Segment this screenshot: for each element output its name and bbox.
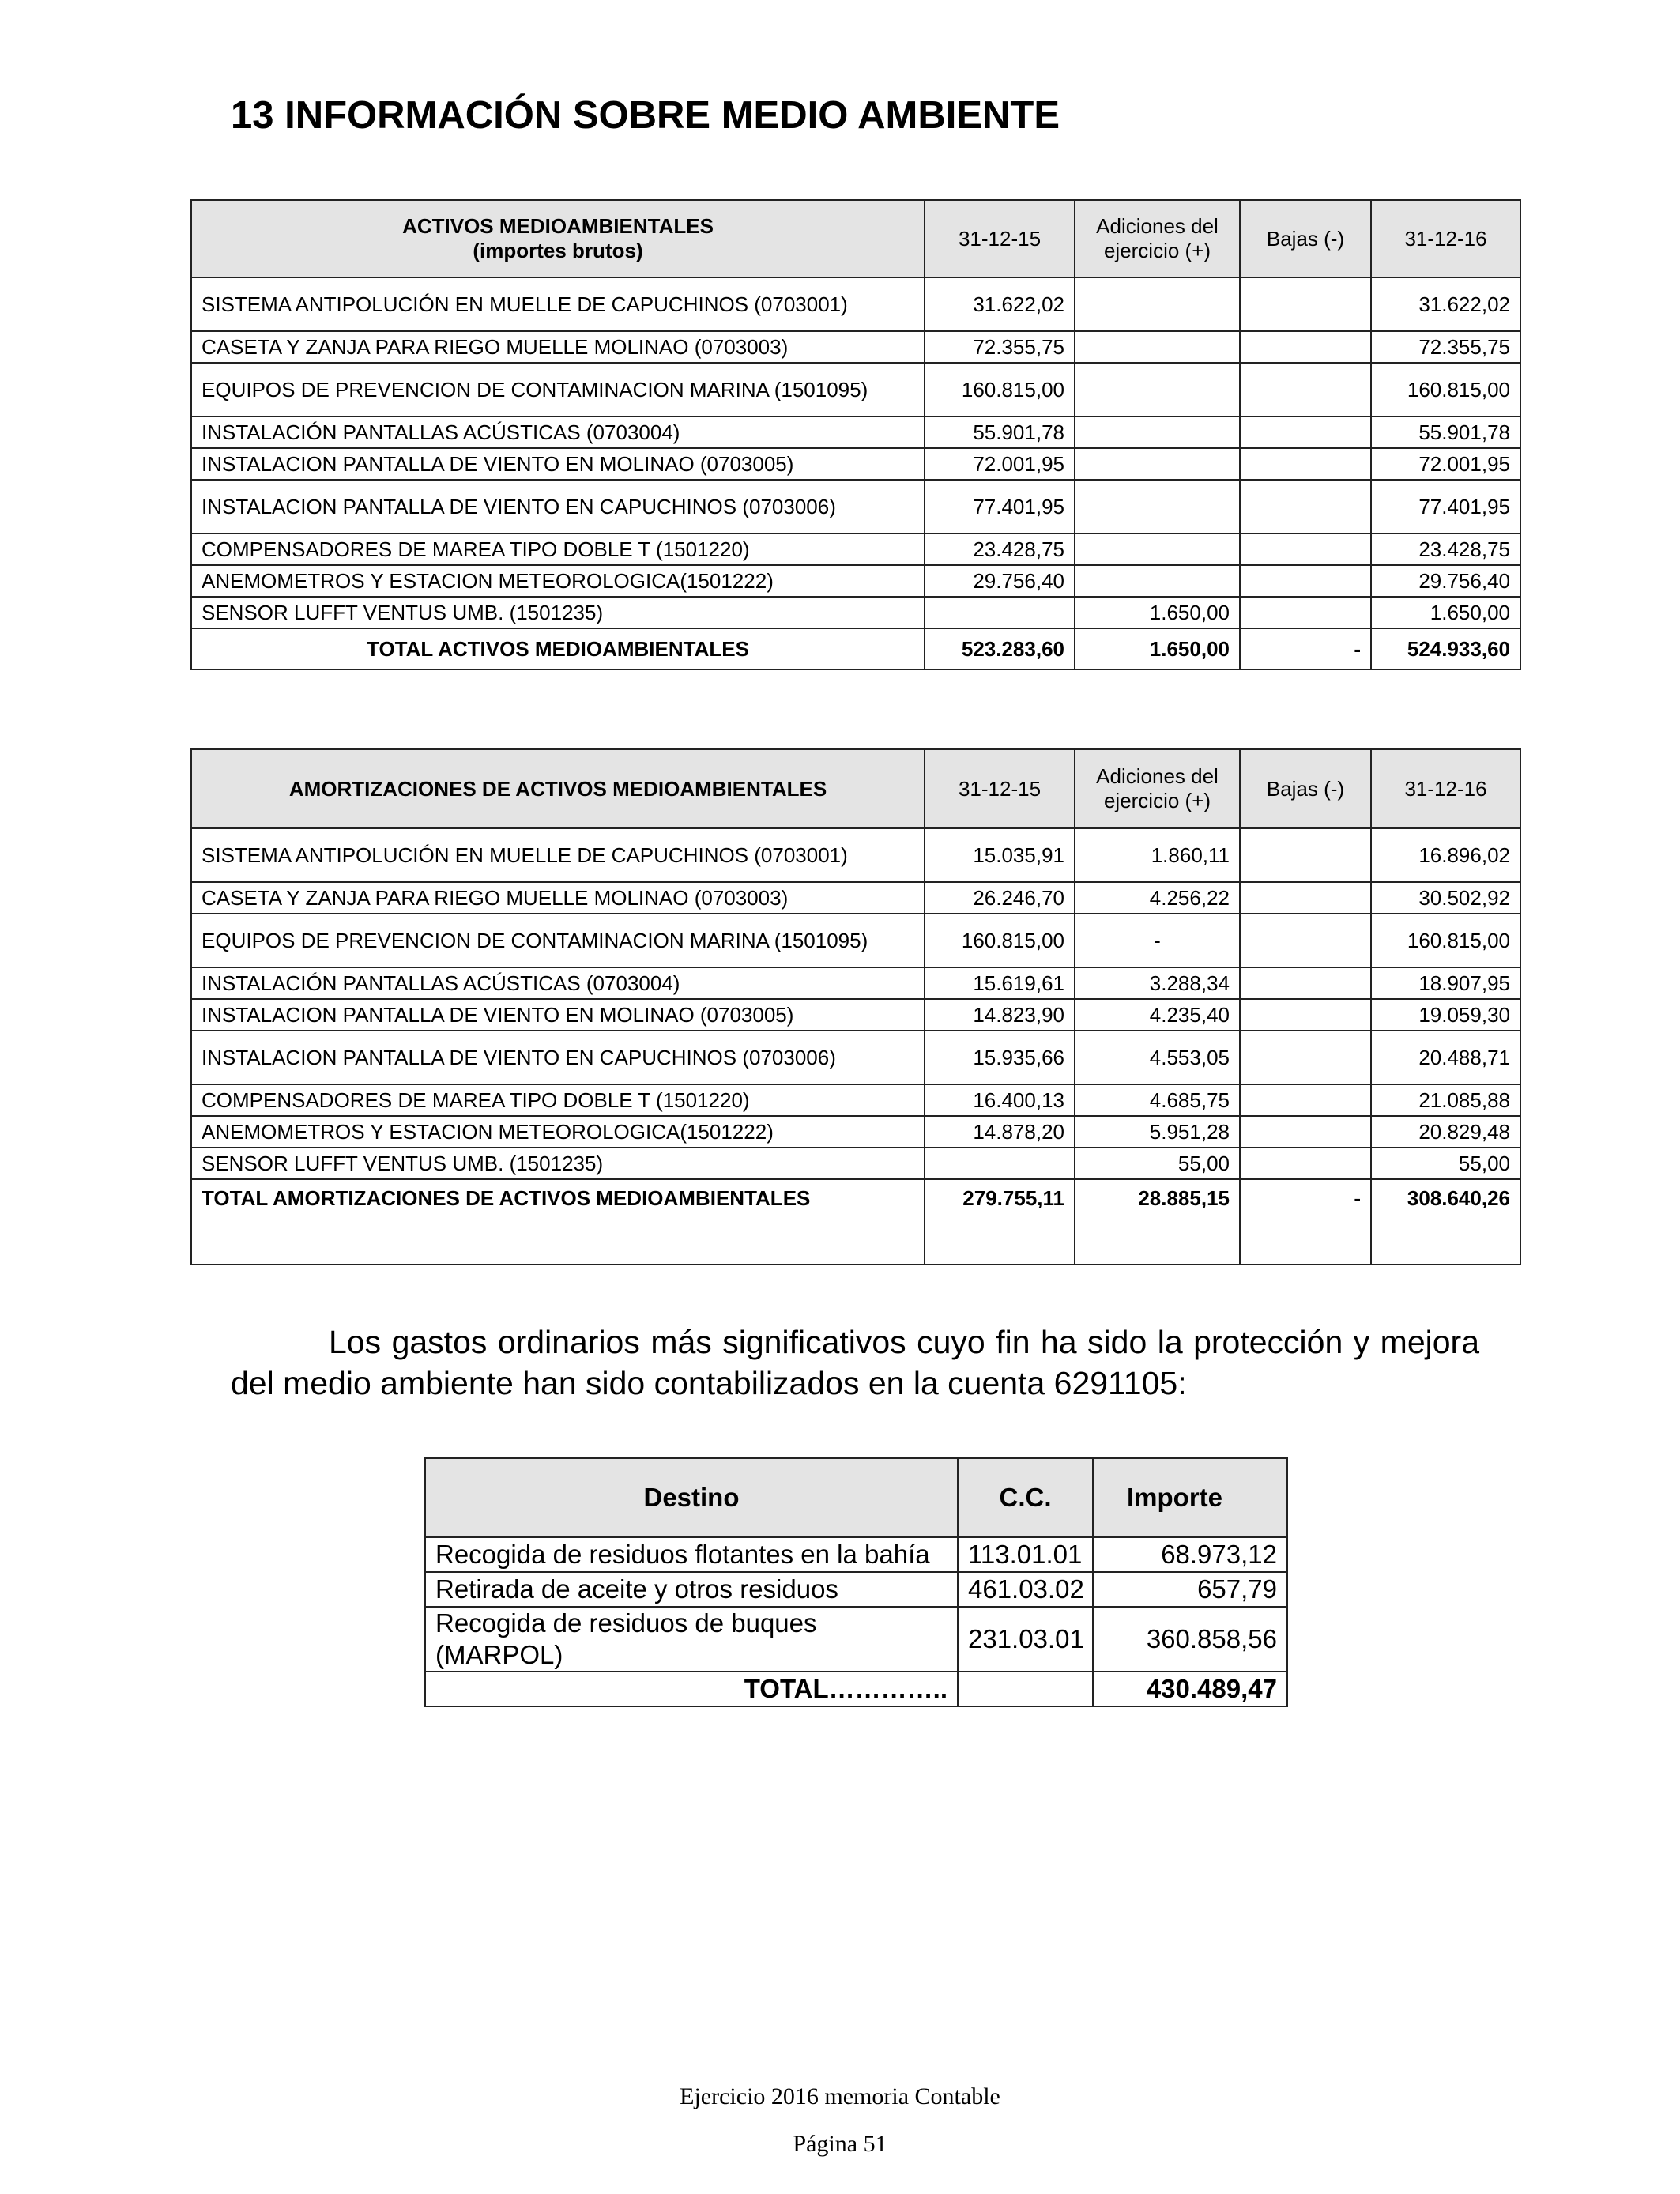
expenses-total-cc (958, 1672, 1093, 1706)
total-bajas: - (1240, 628, 1371, 669)
expense-destino: Recogida de residuos flotantes en la bahía (425, 1537, 958, 1572)
row-value-2016: 55.901,78 (1371, 417, 1520, 448)
row-value-2016: 30.502,92 (1371, 882, 1520, 914)
row-value-2016: 21.085,88 (1371, 1084, 1520, 1116)
row-description: COMPENSADORES DE MAREA TIPO DOBLE T (1501220) (191, 533, 925, 565)
row-value-2015: 72.355,75 (925, 331, 1075, 363)
assets-header-row (191, 200, 1520, 277)
row-value-2015: 14.823,90 (925, 999, 1075, 1031)
row-bajas (1240, 597, 1371, 628)
row-description: EQUIPOS DE PREVENCION DE CONTAMINACION MARINA (1501095) (191, 363, 925, 417)
table-row (191, 999, 1520, 1031)
row-additions: 55,00 (1075, 1148, 1240, 1179)
assets-header-label: ACTIVOS MEDIOAMBIENTALES (importes brutos) (191, 200, 925, 277)
row-description: SISTEMA ANTIPOLUCIÓN EN MUELLE DE CAPUCHINOS (0703001) (191, 828, 925, 882)
total-bajas: - (1240, 1179, 1371, 1265)
row-value-2015: 23.428,75 (925, 533, 1075, 565)
total-label: TOTAL AMORTIZACIONES DE ACTIVOS MEDIOAMBIENTALES (191, 1179, 925, 1265)
expenses-header-importe: Importe (1093, 1458, 1287, 1537)
amort-header-2015: 31-12-15 (925, 749, 1075, 828)
expense-cc: 461.03.02 (958, 1572, 1093, 1607)
row-description: INSTALACIÓN PANTALLAS ACÚSTICAS (0703004) (191, 417, 925, 448)
row-description: INSTALACION PANTALLA DE VIENTO EN CAPUCHINOS (0703006) (191, 1031, 925, 1084)
row-value-2016: 23.428,75 (1371, 533, 1520, 565)
total-additions: 1.650,00 (1075, 628, 1240, 669)
row-additions (1075, 277, 1240, 331)
table-row (191, 480, 1520, 533)
total-2015: 279.755,11 (925, 1179, 1075, 1265)
total-2016: 524.933,60 (1371, 628, 1520, 669)
expenses-paragraph: Los gastos ordinarios más significativos cuyo fin ha sido la protección y mejora del medio ambiente han sido contabilizados en la cuenta 6291105: (231, 1324, 1479, 1401)
table-row (191, 417, 1520, 448)
row-description: COMPENSADORES DE MAREA TIPO DOBLE T (1501220) (191, 1084, 925, 1116)
row-value-2016: 77.401,95 (1371, 480, 1520, 533)
row-value-2015: 15.619,61 (925, 967, 1075, 999)
row-additions: 1.860,11 (1075, 828, 1240, 882)
row-description: EQUIPOS DE PREVENCION DE CONTAMINACION MARINA (1501095) (191, 914, 925, 967)
row-value-2015: 55.901,78 (925, 417, 1075, 448)
expense-importe: 360.858,56 (1093, 1607, 1287, 1672)
expense-importe: 657,79 (1093, 1572, 1287, 1607)
row-description: INSTALACION PANTALLA DE VIENTO EN CAPUCHINOS (0703006) (191, 480, 925, 533)
row-bajas (1240, 999, 1371, 1031)
table-row (191, 1031, 1520, 1084)
row-value-2015: 72.001,95 (925, 448, 1075, 480)
row-bajas (1240, 1148, 1371, 1179)
row-additions: 4.553,05 (1075, 1031, 1240, 1084)
row-value-2016: 160.815,00 (1371, 363, 1520, 417)
table-row (191, 1116, 1520, 1148)
row-description: ANEMOMETROS Y ESTACION METEOROLOGICA(1501222) (191, 565, 925, 597)
row-additions (1075, 533, 1240, 565)
row-value-2016: 55,00 (1371, 1148, 1520, 1179)
table-row (191, 533, 1520, 565)
row-value-2016: 20.829,48 (1371, 1116, 1520, 1148)
row-additions (1075, 480, 1240, 533)
amort-header-label: AMORTIZACIONES DE ACTIVOS MEDIOAMBIENTALES (191, 749, 925, 828)
row-bajas (1240, 565, 1371, 597)
row-bajas (1240, 828, 1371, 882)
row-additions: 3.288,34 (1075, 967, 1240, 999)
row-additions: - (1075, 914, 1240, 967)
row-additions: 5.951,28 (1075, 1116, 1240, 1148)
amortization-table (190, 748, 1521, 1265)
row-additions (1075, 448, 1240, 480)
row-value-2016: 160.815,00 (1371, 914, 1520, 967)
expense-cc: 113.01.01 (958, 1537, 1093, 1572)
table-row (425, 1572, 1287, 1607)
table-row (191, 1084, 1520, 1116)
expenses-header-row (425, 1458, 1287, 1537)
row-description: SENSOR LUFFT VENTUS UMB. (1501235) (191, 597, 925, 628)
amort-header-row (191, 749, 1520, 828)
row-value-2015 (925, 597, 1075, 628)
row-value-2016: 31.622,02 (1371, 277, 1520, 331)
table-row (191, 597, 1520, 628)
row-value-2015: 77.401,95 (925, 480, 1075, 533)
table-row (191, 331, 1520, 363)
row-value-2016: 20.488,71 (1371, 1031, 1520, 1084)
row-bajas (1240, 914, 1371, 967)
row-bajas (1240, 1031, 1371, 1084)
expense-destino: Recogida de residuos de buques (MARPOL) (425, 1607, 958, 1672)
expense-destino: Retirada de aceite y otros residuos (425, 1572, 958, 1607)
row-bajas (1240, 1116, 1371, 1148)
amort-header-2016: 31-12-16 (1371, 749, 1520, 828)
row-additions: 4.256,22 (1075, 882, 1240, 914)
table-row (191, 363, 1520, 417)
row-description: INSTALACION PANTALLA DE VIENTO EN MOLINAO (0703005) (191, 999, 925, 1031)
assets-header-2016: 31-12-16 (1371, 200, 1520, 277)
row-additions: 4.235,40 (1075, 999, 1240, 1031)
table-row (191, 914, 1520, 967)
expenses-header-cc: C.C. (958, 1458, 1093, 1537)
row-value-2015: 15.035,91 (925, 828, 1075, 882)
row-value-2015: 31.622,02 (925, 277, 1075, 331)
page-title: 13 INFORMACIÓN SOBRE MEDIO AMBIENTE (231, 94, 1060, 137)
row-value-2016: 29.756,40 (1371, 565, 1520, 597)
table-row (191, 448, 1520, 480)
row-additions: 1.650,00 (1075, 597, 1240, 628)
assets-header-bajas: Bajas (-) (1240, 200, 1371, 277)
row-value-2016: 19.059,30 (1371, 999, 1520, 1031)
total-additions: 28.885,15 (1075, 1179, 1240, 1265)
footer-title: Ejercicio 2016 memoria Contable (680, 2083, 1000, 2109)
row-bajas (1240, 448, 1371, 480)
total-2015: 523.283,60 (925, 628, 1075, 669)
row-description: INSTALACIÓN PANTALLAS ACÚSTICAS (0703004) (191, 967, 925, 999)
table-row (191, 828, 1520, 882)
row-description: SENSOR LUFFT VENTUS UMB. (1501235) (191, 1148, 925, 1179)
row-value-2016: 1.650,00 (1371, 597, 1520, 628)
table-row (191, 565, 1520, 597)
amort-header-additions: Adiciones del ejercicio (+) (1075, 749, 1240, 828)
row-value-2015: 26.246,70 (925, 882, 1075, 914)
row-bajas (1240, 533, 1371, 565)
expenses-total-importe: 430.489,47 (1093, 1672, 1287, 1706)
row-additions (1075, 331, 1240, 363)
page-number: Página 51 (793, 2131, 887, 2157)
row-bajas (1240, 277, 1371, 331)
row-value-2015: 29.756,40 (925, 565, 1075, 597)
row-additions (1075, 417, 1240, 448)
row-value-2016: 72.355,75 (1371, 331, 1520, 363)
table-row (191, 277, 1520, 331)
table-row (191, 1148, 1520, 1179)
total-label: TOTAL ACTIVOS MEDIOAMBIENTALES (191, 628, 925, 669)
amort-header-bajas: Bajas (-) (1240, 749, 1371, 828)
assets-header-additions: Adiciones del ejercicio (+) (1075, 200, 1240, 277)
row-description: ANEMOMETROS Y ESTACION METEOROLOGICA(1501222) (191, 1116, 925, 1148)
row-value-2015: 160.815,00 (925, 914, 1075, 967)
expense-cc: 231.03.01 (958, 1607, 1093, 1672)
row-value-2015: 14.878,20 (925, 1116, 1075, 1148)
row-value-2015: 160.815,00 (925, 363, 1075, 417)
table-row (425, 1607, 1287, 1672)
row-value-2016: 18.907,95 (1371, 967, 1520, 999)
assets-total-row (191, 628, 1520, 669)
assets-header-2015: 31-12-15 (925, 200, 1075, 277)
row-value-2015 (925, 1148, 1075, 1179)
expense-importe: 68.973,12 (1093, 1537, 1287, 1572)
total-2016: 308.640,26 (1371, 1179, 1520, 1265)
table-row (425, 1537, 1287, 1572)
row-description: INSTALACION PANTALLA DE VIENTO EN MOLINAO (0703005) (191, 448, 925, 480)
amort-total-row (191, 1179, 1520, 1265)
row-value-2016: 72.001,95 (1371, 448, 1520, 480)
row-value-2015: 15.935,66 (925, 1031, 1075, 1084)
row-description: CASETA Y ZANJA PARA RIEGO MUELLE MOLINAO (0703003) (191, 882, 925, 914)
row-additions (1075, 565, 1240, 597)
table-row (191, 967, 1520, 999)
row-additions (1075, 363, 1240, 417)
row-bajas (1240, 967, 1371, 999)
expenses-header-destino: Destino (425, 1458, 958, 1537)
expenses-table (424, 1457, 1288, 1707)
row-bajas (1240, 417, 1371, 448)
row-bajas (1240, 480, 1371, 533)
row-bajas (1240, 1084, 1371, 1116)
row-value-2016: 16.896,02 (1371, 828, 1520, 882)
expenses-total-label: TOTAL………….. (425, 1672, 958, 1706)
row-bajas (1240, 882, 1371, 914)
row-additions: 4.685,75 (1075, 1084, 1240, 1116)
expenses-total-row (425, 1672, 1287, 1706)
row-bajas (1240, 331, 1371, 363)
table-row (191, 882, 1520, 914)
assets-table (190, 199, 1521, 670)
row-bajas (1240, 363, 1371, 417)
row-value-2015: 16.400,13 (925, 1084, 1075, 1116)
row-description: SISTEMA ANTIPOLUCIÓN EN MUELLE DE CAPUCHINOS (0703001) (191, 277, 925, 331)
row-description: CASETA Y ZANJA PARA RIEGO MUELLE MOLINAO (0703003) (191, 331, 925, 363)
